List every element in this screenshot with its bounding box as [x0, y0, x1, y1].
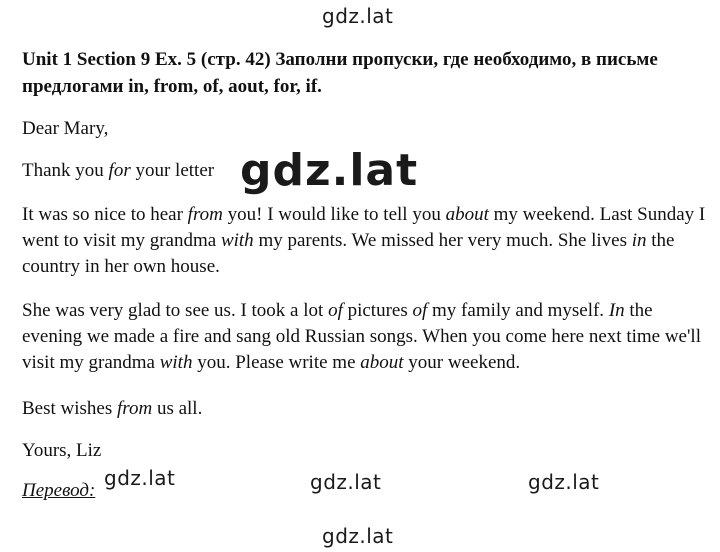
filled-preposition: from: [117, 398, 153, 419]
text-segment: my parents. We missed her very much. She lives: [253, 230, 632, 251]
filled-preposition: of: [328, 300, 343, 321]
filled-preposition: from: [187, 204, 223, 225]
text-segment: the evening we made a fire and sang old Russian songs. When you come here next time we'll visit my grandma: [22, 300, 701, 373]
filled-preposition: with: [220, 230, 254, 251]
watermark-bottom-right: gdz.lat: [528, 470, 600, 494]
text-segment: your weekend.: [403, 352, 521, 373]
translation-label: Перевод:: [22, 480, 96, 501]
text-segment: you! I would like to tell you: [222, 204, 446, 225]
text-segment: my family and myself.: [427, 300, 609, 321]
text-segment: us all.: [152, 398, 203, 419]
letter-greeting: Dear Mary,: [22, 118, 109, 139]
filled-preposition: for: [108, 160, 131, 181]
watermark-footer: gdz.lat: [322, 524, 394, 548]
text-segment: pictures: [342, 300, 413, 321]
letter-signature: Yours, Liz: [22, 440, 102, 461]
text-segment: you. Please write me: [192, 352, 361, 373]
exercise-heading: Unit 1 Section 9 Ex. 5 (стр. 42) Заполни пропуски, где необходимо, в письме предлогами in, from, of, aout, for, if.: [22, 49, 658, 97]
text-segment: Thank you: [22, 160, 109, 181]
letter-paragraph-2: [22, 298, 712, 376]
watermark-large: gdz.lat: [240, 145, 419, 196]
filled-preposition: with: [159, 352, 193, 373]
letter-closing: [22, 396, 712, 422]
watermark-bottom-left: gdz.lat: [104, 466, 176, 490]
text-segment: my weekend. Last Sunday I went to visit my grandma: [22, 204, 706, 251]
filled-preposition: about: [445, 204, 489, 225]
watermark-top: gdz.lat: [322, 4, 394, 28]
text-segment: the country in her own house.: [22, 230, 675, 277]
watermark-bottom-center: gdz.lat: [310, 470, 382, 494]
letter-paragraph-1: [22, 202, 712, 280]
filled-preposition: In: [608, 300, 625, 321]
filled-preposition: in: [631, 230, 647, 251]
filled-preposition: of: [412, 300, 428, 321]
text-segment: your letter: [130, 160, 215, 181]
text-segment: She was very glad to see us. I took a lot: [22, 300, 329, 321]
text-segment: It was so nice to hear: [22, 204, 188, 225]
filled-preposition: about: [360, 352, 404, 373]
text-segment: Best wishes: [22, 398, 117, 419]
